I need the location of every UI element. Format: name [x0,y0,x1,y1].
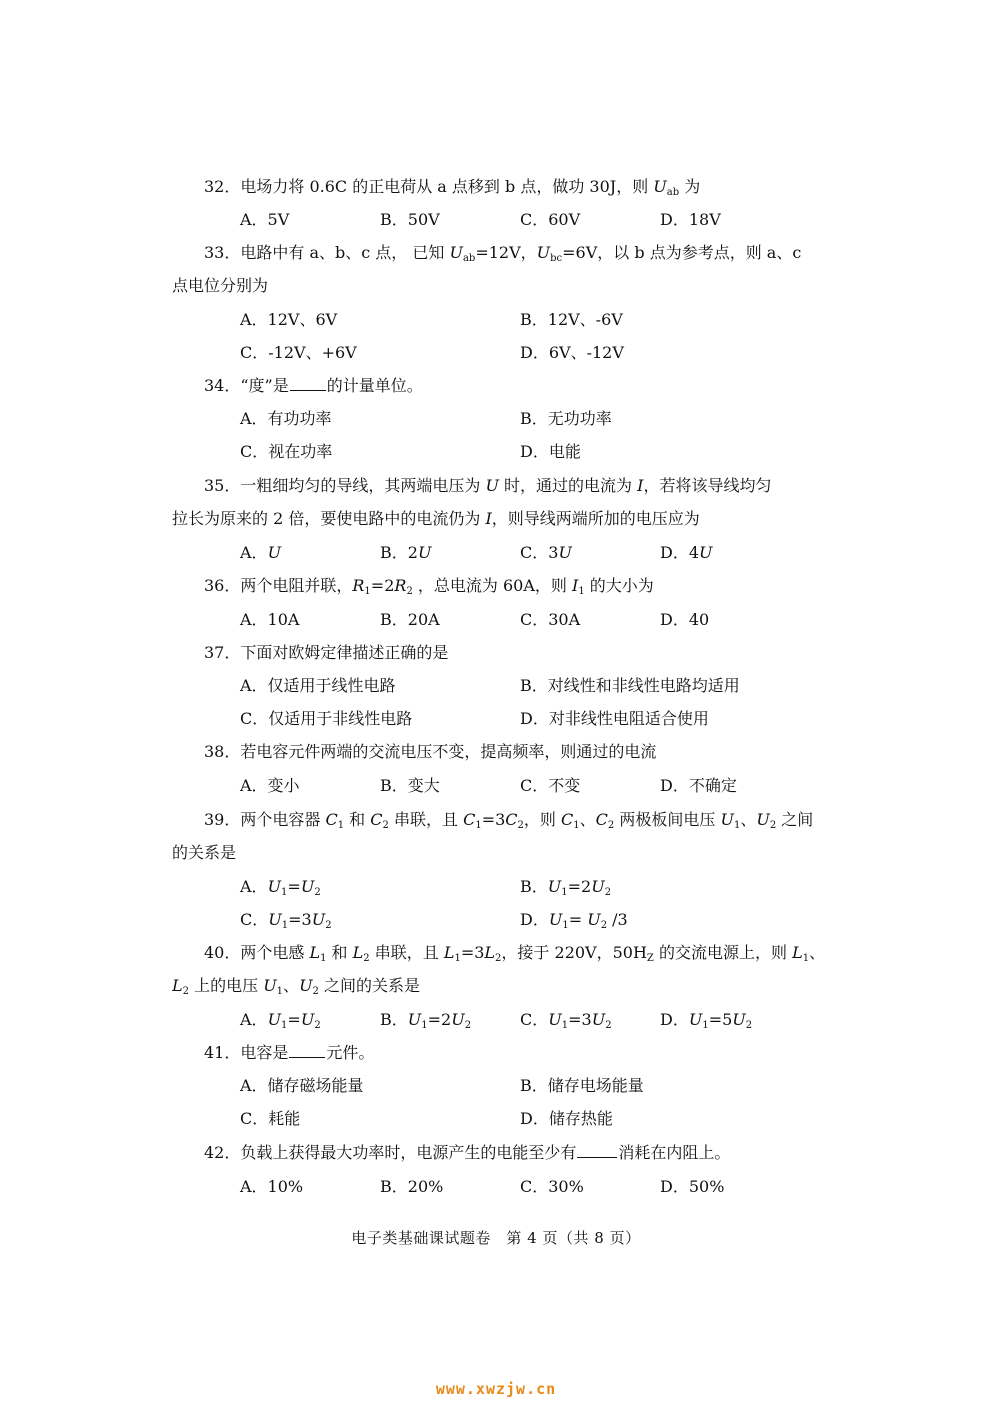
q41-text: 41．电容是 [204,1043,289,1062]
q39-d-eq: = [568,910,588,929]
q39-sub-c2c: 2 [607,820,615,831]
q40-sub-l1: 1 [320,953,327,964]
q42-option-d: D．50% [660,1177,725,1196]
q36-text-3: 的大小为 [584,576,654,595]
question-33-stem [204,243,801,263]
q39-var-c1b: C [463,810,476,829]
q38-option-a: A．变小 [240,776,300,795]
q40-c-u2: U [591,1010,606,1029]
q40-text-2: 和 [326,943,353,962]
q40-d-s2: 2 [745,1020,753,1031]
q40-continuation [172,976,420,996]
q40-c-s1: 1 [561,1020,569,1031]
q39-sub-c1c: 1 [573,820,580,831]
q40-var-l2: L [352,943,364,962]
q40-var-l2b: L [484,943,496,962]
q39-b-s1: 1 [561,887,568,898]
q40-d-u2: U [732,1010,746,1029]
q35-option-a-var: U [267,543,282,562]
q40-b-u2: U [451,1010,465,1029]
q40-sub-l1c: 1 [802,953,810,964]
q41-option-b: B．储存电场能量 [520,1076,644,1095]
q35-option-c [520,543,572,563]
q42-option-c: C．30% [520,1177,584,1196]
q39-text-5: 两极板间电压 [614,810,721,829]
q32-text-end: 为 [679,177,701,196]
q35-option-a-label: A． [240,543,268,562]
q39-option-b [520,877,611,897]
q39-b-u1: U [547,877,562,896]
q40-a-u2: U [300,1010,315,1029]
q39-text-3: 串联，且 [388,810,464,829]
q33-text: 33．电路中有 a、b、c 点， 已知 [204,243,450,262]
q35-cont-2: ，则导线两端所加的电压应为 [491,509,700,528]
q39-a-s2: 2 [314,887,321,898]
q37-option-b: B．对线性和非线性电路均适用 [520,676,740,695]
q40-b-u1: U [407,1010,422,1029]
q39-a-u2: U [300,877,315,896]
q42-text-end: 消耗在内阻上。 [618,1143,731,1162]
q40-cont-sub-u2: 2 [312,986,319,997]
q38-option-b: B．变大 [380,776,440,795]
q40-cont-1: 上的电压 [189,976,264,995]
q39-text-6: 之间 [776,810,814,829]
q35-option-d-label: D．4 [660,543,700,562]
q37-option-a: A．仅适用于线性电路 [240,676,396,695]
q33-text-end: =6V，以 b 点为参考点，则 a、c [562,243,802,262]
q39-c-eq: =3 [288,910,312,929]
q35-option-d [660,543,713,563]
q36-text-2: ，总电流为 60A，则 [412,576,572,595]
q39-b-u2: U [591,877,605,896]
q39-option-a [240,877,321,897]
question-41-stem [204,1043,374,1063]
q40-text-4: ，接于 220V，50H [501,943,647,962]
q35-option-b-label: B．2 [380,543,418,562]
q40-sub-l2: 2 [363,953,370,964]
q40-d-eq: =5 [708,1010,733,1029]
q33-option-d: D．6V、-12V [520,343,624,362]
q39-d-label: D． [520,910,549,929]
page-footer: 电子类基础课试题卷 第 4 页（共 8 页） [351,1229,641,1247]
q40-a-s2: 2 [314,1020,321,1031]
question-40-stem [204,943,825,963]
q40-c-label: C． [520,1010,549,1029]
question-37-stem: 37．下面对欧姆定律描述正确的是 [204,643,449,662]
q35-option-b [380,543,431,563]
q35-option-d-var: U [699,543,713,562]
q35-text-1: 35．一粗细均匀的导线，其两端电压为 [204,476,486,495]
q39-text-2: 和 [344,810,371,829]
q39-sub-u2: 2 [769,820,777,831]
q40-c-s2: 2 [605,1020,612,1031]
q36-option-c: C．30A [520,610,581,629]
q39-sub-c1: 1 [337,820,345,831]
q33-continuation: 点电位分别为 [172,276,269,295]
q36-text-1: 36．两个电阻并联， [204,576,353,595]
q39-c-u1: U [268,910,282,929]
q40-option-c [520,1010,612,1030]
q32-option-b: B．50V [380,210,440,229]
q39-d-u1: U [548,910,563,929]
q39-eq: =3 [481,810,506,829]
q39-option-c [240,910,332,930]
question-42-stem [204,1143,730,1163]
q35-text-2: 时，通过的电流为 [498,476,638,495]
q39-var-u2: U [756,810,770,829]
q40-a-eq: = [287,1010,301,1029]
q40-b-label: B． [380,1010,408,1029]
q36-option-a: A．10A [240,610,300,629]
q39-a-s1: 1 [281,887,288,898]
q39-var-c2b: C [505,810,518,829]
q40-cont-sep: 、 [283,976,300,995]
question-35-stem [204,476,771,496]
q40-b-s2: 2 [464,1020,472,1031]
question-39-stem [204,810,813,830]
q40-eq: =3 [460,943,485,962]
q39-b-eq: =2 [567,877,592,896]
q34-blank [290,376,326,391]
q39-sub-c2: 2 [382,820,389,831]
q32-option-d: D．18V [660,210,721,229]
q39-var-c2c: C [595,810,608,829]
q36-sub-2: 2 [406,586,413,597]
q39-d-s2: 2 [600,920,608,931]
q39-continuation: 的关系是 [172,843,237,862]
q39-d-tail: /3 [607,910,628,929]
q35-continuation [172,509,700,529]
q35-var-u: U [485,476,499,495]
question-34-stem [204,376,423,396]
q36-var-i: I [572,576,579,595]
q37-option-c: C．仅适用于非线性电路 [240,709,413,728]
q34-text: 34．“度”是 [204,376,289,395]
q35-cont-var: I [485,509,492,528]
site-watermark: www.xwzjw.cn [435,1380,557,1398]
q35-var-i: I [637,476,644,495]
q35-text-3: ，若将该导线均匀 [643,476,772,495]
q39-var-c1: C [325,810,338,829]
q39-c-u2: U [311,910,326,929]
q34-option-b: B．无功功率 [520,409,612,428]
q40-sub-hz: Z [646,953,654,964]
q42-option-a: A．10% [240,1177,304,1196]
q34-text-end: 的计量单位。 [326,376,423,395]
q33-sub2: bc [550,253,563,264]
q32-var: U [653,177,667,196]
q35-cont-1: 拉长为原来的 2 倍，要使电路中的电流仍为 [172,509,486,528]
q39-a-u1: U [267,877,282,896]
q36-sub-1: 1 [364,586,371,597]
q34-option-c: C．视在功率 [240,442,333,461]
q40-b-eq: =2 [427,1010,452,1029]
q38-option-c: C．不变 [520,776,581,795]
q39-text-1: 39．两个电容器 [204,810,326,829]
q33-option-b: B．12V、-6V [520,310,623,329]
q33-option-a: A．12V、6V [240,310,338,329]
q40-b-s1: 1 [421,1020,428,1031]
q36-eq: =2 [370,576,395,595]
q41-option-c: C．耗能 [240,1109,301,1128]
q41-option-a: A．储存磁场能量 [240,1076,364,1095]
q40-var-l1: L [309,943,321,962]
q39-option-d [520,910,628,930]
q38-option-d: D．不确定 [660,776,737,795]
question-38-stem: 38．若电容元件两端的交流电压不变，提高频率，则通过的电流 [204,742,657,761]
q36-option-b: B．20A [380,610,440,629]
q32-option-c: C．60V [520,210,581,229]
q39-b-s2: 2 [604,887,612,898]
q40-option-d [660,1010,752,1030]
q40-c-u1: U [548,1010,562,1029]
q42-blank [577,1143,617,1158]
q33-sub1: ab [462,253,476,264]
q36-var-r2: R [394,576,407,595]
q41-text-end: 元件。 [326,1043,375,1062]
q39-d-s1: 1 [562,920,569,931]
q40-d-u1: U [688,1010,703,1029]
q35-option-c-label: C．3 [520,543,559,562]
q36-sub-i: 1 [578,586,585,597]
question-32-stem [204,177,700,197]
q41-blank [289,1043,325,1058]
q39-sep-2: 、 [740,810,757,829]
q39-text-4: ，则 [523,810,562,829]
q40-d-s1: 1 [702,1020,709,1031]
q39-c-s1: 1 [281,920,289,931]
q40-text-3: 串联，且 [369,943,444,962]
q39-sep-1: 、 [579,810,596,829]
q40-text-6: 、 [809,943,826,962]
q32-sub: ab [666,187,680,198]
q40-a-u1: U [267,1010,282,1029]
q32-option-a: A．5V [240,210,290,229]
q42-option-b: B．20% [380,1177,444,1196]
q40-var-l1c: L [792,943,803,962]
q35-option-b-var: U [417,543,432,562]
q40-c-eq: =3 [568,1010,592,1029]
q40-d-label: D． [660,1010,689,1029]
q40-option-b [380,1010,471,1030]
q36-var-r1: R [352,576,365,595]
q39-d-u2: U [587,910,601,929]
q35-option-a [240,543,281,563]
q33-option-c: C．-12V、+6V [240,343,357,362]
q40-cont-sub-l2: 2 [182,986,189,997]
q39-c-label: C． [240,910,269,929]
q39-a-label: A． [240,877,268,896]
q40-cont-u1: U [263,976,277,995]
q40-cont-sub-u1: 1 [276,986,284,997]
q34-option-d: D．电能 [520,442,581,461]
q42-text: 42．负载上获得最大功率时，电源产生的电能至少有 [204,1143,577,1162]
question-36-stem [204,576,654,596]
q39-var-c2: C [370,810,383,829]
q32-text: 32．电场力将 0.6C 的正电荷从 a 点移到 b 点，做功 30J，则 [204,177,654,196]
q33-var1: U [449,243,463,262]
q39-b-label: B． [520,877,548,896]
q39-sub-u1: 1 [733,820,741,831]
q40-option-a [240,1010,321,1030]
q34-option-a: A．有功功率 [240,409,332,428]
q39-var-u1: U [720,810,734,829]
q33-var2: U [536,243,551,262]
q40-a-s1: 1 [281,1020,288,1031]
q36-option-d: D．40 [660,610,710,629]
q40-var-l1b: L [443,943,455,962]
q40-cont-2: 之间的关系是 [318,976,421,995]
q41-option-d: D．储存热能 [520,1109,613,1128]
q39-sub-c2b: 2 [517,820,524,831]
q39-c-s2: 2 [325,920,332,931]
q39-var-c1c: C [561,810,574,829]
q40-sub-l1b: 1 [454,953,461,964]
q40-sub-l2b: 2 [495,953,502,964]
q39-a-eq: = [287,877,301,896]
q35-option-c-var: U [558,543,572,562]
q39-sub-c1b: 1 [475,820,482,831]
q40-cont-l2: L [172,976,183,995]
q37-option-d: D．对非线性电阻适合使用 [520,709,709,728]
q40-text-1: 40．两个电感 [204,943,310,962]
q40-cont-u2: U [299,976,313,995]
q33-mid: =12V， [475,243,537,262]
q40-a-label: A． [240,1010,268,1029]
q40-text-5: 的交流电源上，则 [653,943,793,962]
